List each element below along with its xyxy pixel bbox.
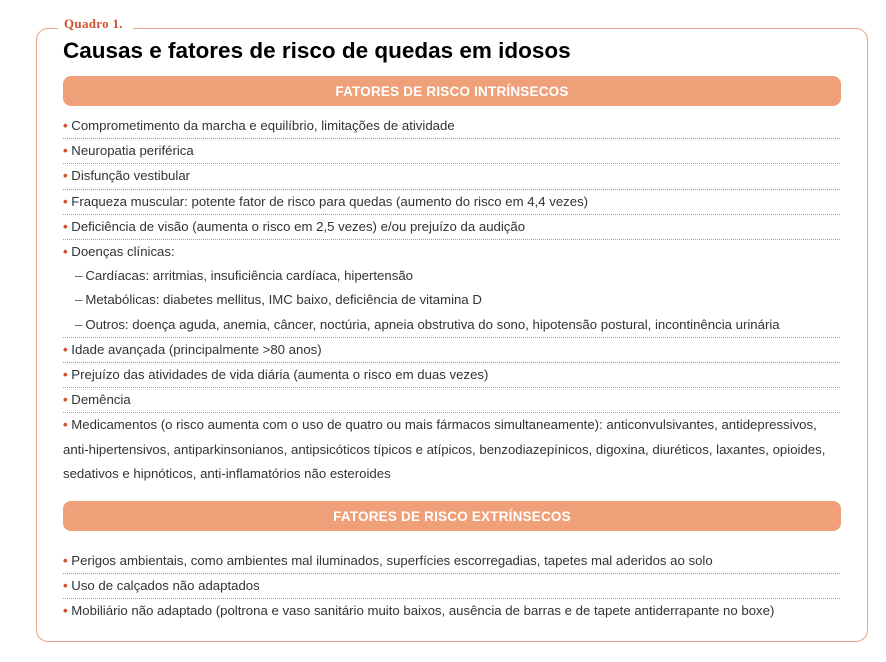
list-item: • Perigos ambientais, como ambientes mal iluminados, superfícies escorregadias, tapetes mal aderidos ao solo — [63, 549, 840, 574]
bullet-icon: • — [63, 603, 68, 619]
list-item: • Disfunção vestibular — [63, 164, 840, 189]
extrinsic-list — [63, 549, 840, 624]
list-item: • Comprometimento da marcha e equilíbrio, limitações de atividade — [63, 114, 840, 139]
list-subitem: – Metabólicas: diabetes mellitus, IMC baixo, deficiência de vitamina D — [75, 292, 482, 308]
bullet-icon: • — [63, 367, 68, 383]
bullet-icon: • — [63, 553, 68, 568]
page-title: Causas e fatores de risco de quedas em idosos — [63, 38, 571, 63]
list-item: • Neuropatia periférica — [63, 139, 840, 164]
list-item: • Medicamentos (o risco aumenta com o uso de quatro ou mais fármacos simultaneamente): anticonvulsivantes, antidepressivos, anti-hipertensivos, antiparkinsonianos, antipsicóticos típicos e atípicos, benzodiazepínicos, digoxina, diuréticos, laxantes, opioides, sedativos e hipnóticos, anti-inflamatórios não esteroides — [63, 417, 826, 481]
bullet-icon: • — [63, 244, 68, 260]
intrinsic-header: FATORES DE RISCO INTRÍNSECOS — [63, 76, 841, 106]
list-item: • Mobiliário não adaptado (poltrona e vaso sanitário muito baixos, ausência de barras e de tapete antiderrapante no boxe) — [63, 603, 775, 619]
list-item: • Uso de calçados não adaptados — [63, 574, 840, 599]
quadro-label: Quadro 1. — [58, 16, 133, 32]
bullet-icon: • — [63, 218, 68, 234]
list-item: • Prejuízo das atividades de vida diária (aumenta o risco em duas vezes) — [63, 363, 840, 388]
bullet-icon: • — [63, 341, 68, 357]
list-item: • Idade avançada (principalmente >80 anos) — [63, 338, 840, 363]
bullet-icon: • — [63, 417, 68, 433]
extrinsic-header: FATORES DE RISCO EXTRÍNSECOS — [63, 501, 841, 531]
bullet-icon: • — [63, 193, 68, 209]
bullet-icon: • — [63, 168, 68, 184]
list-item: • Deficiência de visão (aumenta o risco em 2,5 vezes) e/ou prejuízo da audição — [63, 215, 840, 240]
list-item: • Fraqueza muscular: potente fator de risco para quedas (aumento do risco em 4,4 vezes) — [63, 190, 840, 215]
bullet-icon: • — [63, 578, 68, 594]
list-subitem: – Outros: doença aguda, anemia, câncer, noctúria, apneia obstrutiva do sono, hipotensão postural, incontinência urinária — [63, 313, 840, 338]
list-item: • Demência — [63, 388, 840, 413]
list-item: • Doenças clínicas: — [63, 244, 175, 260]
bullet-icon: • — [63, 392, 68, 408]
bullet-icon: • — [63, 143, 68, 159]
bullet-icon: • — [63, 118, 68, 133]
list-subitem: – Cardíacas: arritmias, insuficiência cardíaca, hipertensão — [75, 268, 413, 284]
intrinsic-list — [63, 114, 840, 486]
